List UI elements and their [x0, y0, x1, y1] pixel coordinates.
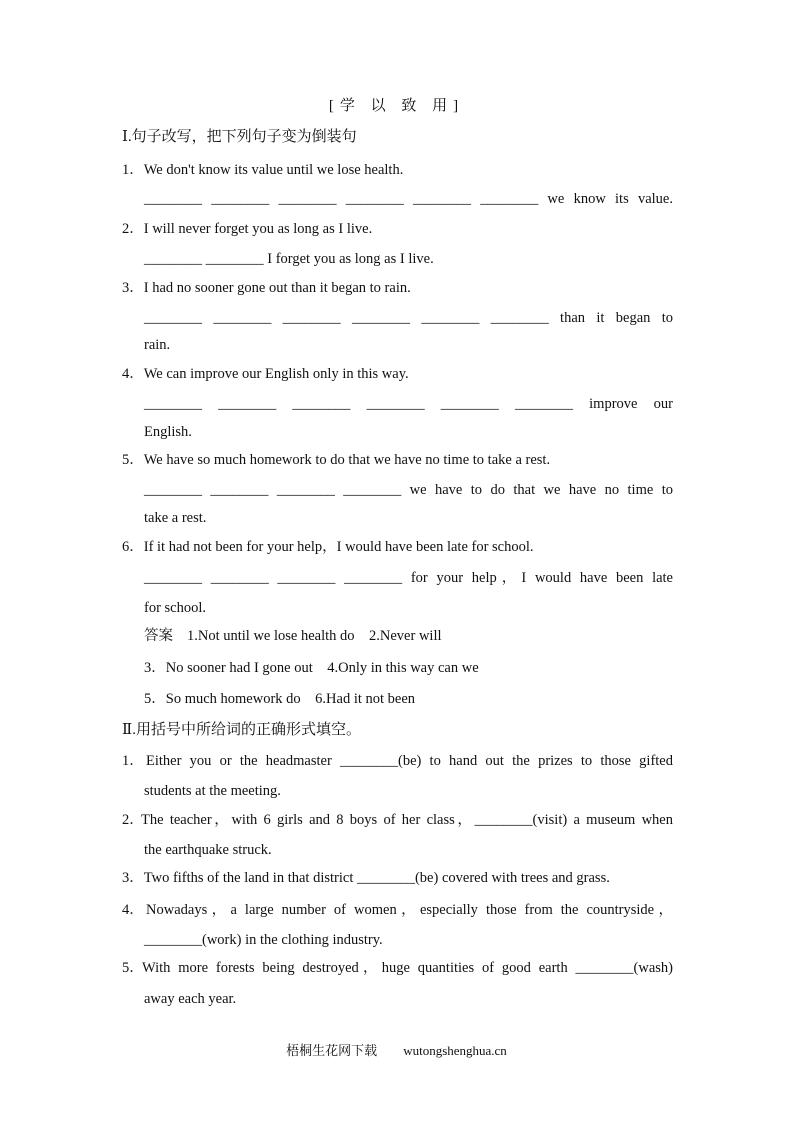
page-title: [学 以 致 用]: [328, 98, 465, 114]
question-text: I will never forget you as long as I live.: [143, 221, 373, 237]
question-text: Two fifths of the land in that district ________(be) covered with trees and grass.: [143, 870, 610, 886]
question-2-prompt: [122, 220, 372, 238]
question-4-answer-line: ________ ________ ________ ________ ________ ________ improve our: [144, 396, 673, 412]
footer-site-url: wutongshenghua.cn: [403, 1043, 507, 1058]
question-number: 1．: [122, 162, 144, 178]
page-footer: [0, 1042, 793, 1060]
question-text: If it had not been for your help，I would have been late for school.: [143, 539, 534, 555]
question-number: 3．: [122, 870, 144, 886]
question-1-answer-line: ________ ________ ________ ________ ________ ________ we know its value.: [144, 191, 673, 207]
question-5-prompt: [122, 451, 550, 469]
question-number: 2．: [122, 221, 144, 237]
question-1-prompt: [122, 161, 403, 179]
question-number: 4．: [122, 366, 144, 382]
fill-2-number: 2．: [122, 812, 144, 828]
question-4-answer-cont: English.: [144, 424, 192, 440]
question-4-prompt: [122, 365, 409, 383]
fill-4-cont: ________(work) in the clothing industry.: [144, 932, 383, 948]
question-text: I had no sooner gone out than it began to rain.: [143, 280, 411, 296]
question-3-answer-line: ________ ________ ________ ________ ________ ________ than it began to: [144, 310, 673, 326]
question-2-answer-line: ________ ________ I forget you as long as I live.: [144, 251, 434, 267]
fill-4-text: Nowadays，a large number of women，especially those from the countryside，: [146, 902, 673, 918]
question-6-answer-line: ________ ________ ________ ________ for your help，I would have been late: [144, 570, 673, 586]
fill-1-cont: students at the meeting.: [144, 783, 281, 799]
question-6-answer-cont: for school.: [144, 600, 207, 616]
question-5-answer-line: ________ ________ ________ ________ we have to do that we have no time to: [144, 482, 673, 498]
fill-3-prompt: [122, 869, 610, 887]
fill-2-text: The teacher，with 6 girls and 8 boys of her class，________(visit) a museum when: [141, 812, 673, 828]
fill-4-number: 4．: [122, 902, 144, 918]
fill-1-text: Either you or the headmaster ________(be) to hand out the prizes to those gifted: [146, 753, 673, 769]
fill-2-cont: the earthquake struck.: [144, 842, 272, 858]
section-1-heading: Ⅰ.句子改写，把下列句子变为倒装句: [122, 129, 357, 145]
question-6-prompt: [122, 538, 534, 556]
fill-5-cont: away each year.: [144, 991, 237, 1007]
answer-key-line-1: [144, 627, 442, 645]
question-number: 3．: [122, 280, 144, 296]
question-5-answer-cont: take a rest.: [144, 510, 207, 526]
section-2-heading: Ⅱ.用括号中所给词的正确形式填空。: [122, 722, 361, 738]
fill-5-number: 5．: [122, 960, 144, 976]
answer-key-line-3: 5．So much homework do 6.Had it not been: [144, 691, 416, 707]
question-number: 5．: [122, 452, 144, 468]
answer-key-text: 1.Not until we lose health do 2.Never will: [187, 628, 442, 644]
question-text: We can improve our English only in this way.: [143, 366, 409, 382]
footer-site-name: 梧桐生花网下载: [286, 1043, 378, 1058]
fill-5-text: With more forests being destroyed，huge quantities of good earth ________(wash): [142, 960, 673, 976]
answer-key-label: 答案: [144, 628, 173, 644]
answer-key-line-2: 3．No sooner had I gone out 4.Only in this way can we: [144, 660, 479, 676]
question-text: We have so much homework to do that we have no time to take a rest.: [143, 452, 551, 468]
question-number: 6．: [122, 539, 144, 555]
question-3-answer-cont: rain.: [144, 337, 171, 353]
question-text: We don't know its value until we lose health.: [143, 162, 404, 178]
question-3-prompt: [122, 279, 411, 297]
fill-1-number: 1．: [122, 753, 144, 769]
